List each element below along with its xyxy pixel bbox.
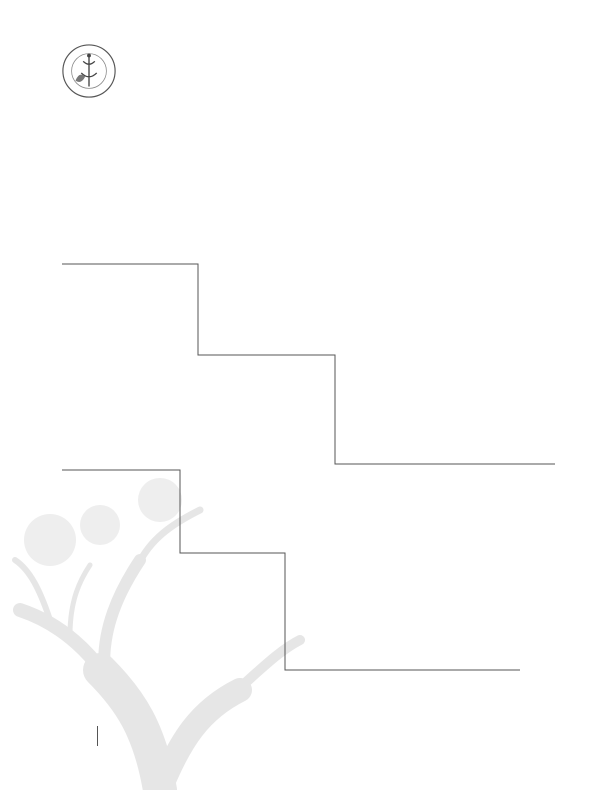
flower-ornament-icon bbox=[262, 55, 562, 95]
college-logo-icon bbox=[60, 42, 118, 100]
footer-divider bbox=[97, 726, 98, 746]
ornament-divider-top bbox=[30, 98, 562, 110]
tree-watermark-icon bbox=[10, 470, 310, 790]
